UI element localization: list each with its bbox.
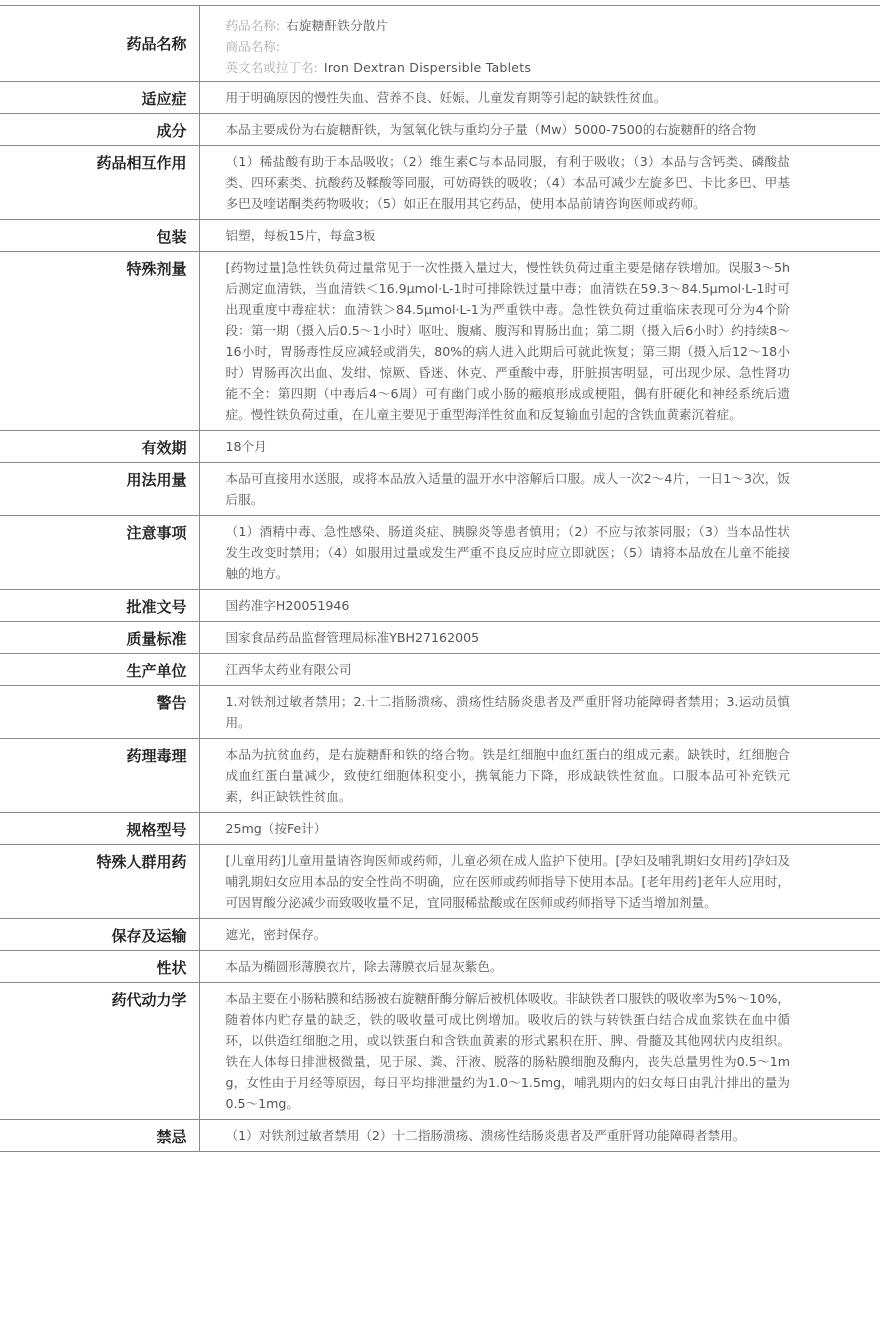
label-precautions: 注意事项 (126, 524, 187, 542)
drug-info-table (0, 5, 880, 1152)
value-usage: 本品可直接用水送服，或将本品放入适量的温开水中溶解后口服。成人一次2～4片，一日1～3次，饭后服。 (225, 471, 790, 507)
value-standard: 国家食品药品监督管理局标准YBH27162005 (225, 630, 480, 645)
value-manufacturer: 江西华太药业有限公司 (225, 662, 352, 677)
value-pharmacology: 本品为抗贫血药，是右旋糖酐和铁的络合物。铁是红细胞中血红蛋白的组成元素。缺铁时，红细胞合成血红蛋白量减少，致使红细胞体积变小，携氧能力下降，形成缺铁性贫血。口服本品可补充铁元素，纠正缺铁性贫血。 (225, 747, 790, 804)
row-contraindications (0, 1120, 880, 1152)
value-pharmacokinetics: 本品主要在小肠粘膜和结肠被右旋糖酐酶分解后被机体吸收。非缺铁者口服铁的吸收率为5%～10%，随着体内贮存量的缺乏，铁的吸收量可成比例增加。吸收后的铁与转铁蛋白结合成血浆铁在血中循环，以供造红细胞之用，或以铁蛋白和含铁血黄素的形式累积在肝、脾、骨髓及其他网状内皮组织。铁在人体每日排泄极微量，见于尿、粪、汗液、脱落的肠粘膜细胞及酶内，丧失总量男性为0.5～1mg，女性由于月经等原因，每日平均排泄量约为1.0～1.5mg，哺乳期内的妇女每日由乳汁排出的量为0.5～1mg。 (225, 991, 790, 1111)
value-spec: 25mg（按Fe计） (225, 821, 327, 836)
value-overdose: [药物过量]急性铁负荷过量常见于一次性摄入量过大，慢性铁负荷过重主要是储存铁增加。误服3～5h后测定血清铁，当血清铁＜16.9μmol·L-1时可排除铁过量中毒；血清铁在59.3～84.5μmol·L-1时可出现重度中毒症状：血清铁＞84.5μmol·L-1为严重铁中毒。急性铁负荷过重临床表现可分为4个阶段：第一期（摄入后0.5～1小时）呕吐、腹痛、腹泻和胃肠出血；第二期（摄入后6小时）约持续8～16小时，胃肠毒性反应减轻或消失，80%的病人进入此期后可就此恢复；第三期（摄入后12～18小时）胃肠再次出血、发绀、惊厥、昏迷、休克、严重酸中毒，肝脏损害明显，可出现少尿、急性肾功能不全：第四期（中毒后4～6周）可有幽门或小肠的瘢痕形成或梗阻，偶有肝硬化和神经系统后遗症。慢性铁负荷过重，在儿童主要见于重型海洋性贫血和反复输血引起的含铁血黄素沉着症。 (225, 260, 790, 422)
label-indication: 适应症 (141, 90, 187, 108)
row-indication (0, 82, 880, 114)
row-manufacturer (0, 654, 880, 686)
label-drug-name: 药品名称 (126, 35, 187, 53)
label-usage: 用法用量 (126, 471, 187, 489)
row-spec (0, 813, 880, 845)
label-pharmacokinetics: 药代动力学 (111, 991, 187, 1009)
row-warning (0, 686, 880, 739)
row-overdose (0, 252, 880, 431)
english-name-value: Iron Dextran Dispersible Tablets (323, 60, 532, 75)
label-storage: 保存及运输 (111, 927, 187, 945)
label-contraindications: 禁忌 (156, 1128, 187, 1146)
generic-name-value: 右旋糖酐铁分散片 (286, 18, 389, 33)
english-name-key: 英文名或拉丁名: (225, 60, 318, 75)
generic-name-key: 药品名称: (225, 18, 281, 33)
row-precautions (0, 516, 880, 590)
label-warning: 警告 (156, 694, 187, 712)
value-special-groups: [儿童用药]儿童用量请咨询医师或药师，儿童必须在成人监护下使用。[孕妇及哺乳期妇女用药]孕妇及哺乳期妇女应用本品的安全性尚不明确，应在医师或药师指导下使用本品。[老年用药]老年人应用时，可因胃酸分泌减少而致吸收量不足，宜同服稀盐酸或在医师或药师指导下适当增加剂量。 (225, 853, 790, 910)
english-name-line (226, 57, 791, 78)
trade-name-line (226, 36, 791, 57)
row-approval (0, 590, 880, 622)
row-ingredients (0, 114, 880, 146)
value-storage: 遮光，密封保存。 (225, 927, 327, 942)
value-warning: 1.对铁剂过敏者禁用；2.十二指肠溃疡、溃疡性结肠炎患者及严重肝肾功能障碍者禁用；3.运动员慎用。 (225, 694, 790, 730)
trade-name-key: 商品名称: (225, 39, 281, 54)
value-ingredients: 本品主要成份为右旋糖酐铁，为氢氧化铁与重均分子量（Mw）5000-7500的右旋糖酐的络合物 (225, 122, 757, 137)
value-indication: 用于明确原因的慢性失血、营养不良、妊娠、儿童发育期等引起的缺铁性贫血。 (225, 90, 667, 105)
row-usage (0, 463, 880, 516)
label-interactions: 药品相互作用 (96, 154, 187, 172)
value-validity: 18个月 (225, 439, 267, 454)
row-standard (0, 622, 880, 654)
value-approval: 国药准字H20051946 (225, 598, 350, 613)
label-approval: 批准文号 (126, 598, 187, 616)
row-package (0, 220, 880, 252)
label-validity: 有效期 (141, 439, 187, 457)
row-pharmacology (0, 739, 880, 813)
row-interactions (0, 146, 880, 220)
label-overdose: 特殊剂量 (126, 260, 187, 278)
value-package: 铝塑，每板15片，每盒3板 (225, 228, 376, 243)
row-validity (0, 431, 880, 463)
label-manufacturer: 生产单位 (126, 662, 187, 680)
row-appearance (0, 951, 880, 983)
label-standard: 质量标准 (126, 630, 187, 648)
row-drug-name (0, 6, 880, 82)
label-ingredients: 成分 (156, 122, 187, 140)
label-special-groups: 特殊人群用药 (96, 853, 187, 871)
generic-name-line (226, 15, 791, 36)
label-spec: 规格型号 (126, 821, 187, 839)
value-contraindications: （1）对铁剂过敏者禁用（2）十二指肠溃疡、溃疡性结肠炎患者及严重肝肾功能障碍者禁用。 (225, 1128, 746, 1143)
row-special-groups (0, 845, 880, 919)
row-pharmacokinetics (0, 983, 880, 1120)
value-precautions: （1）酒精中毒、急性感染、肠道炎症、胰腺炎等患者慎用；（2）不应与浓茶同服；（3）当本品性状发生改变时禁用；（4）如服用过量或发生严重不良反应时应立即就医；（5）请将本品放在儿童不能接触的地方。 (225, 524, 790, 581)
label-pharmacology: 药理毒理 (126, 747, 187, 765)
value-interactions: （1）稀盐酸有助于本品吸收；（2）维生素C与本品同服，有利于吸收；（3）本品与含钙类、磷酸盐类、四环素类、抗酸药及鞣酸等同服，可妨碍铁的吸收；（4）本品可减少左旋多巴、卡比多巴、甲基多巴及喹诺酮类药物吸收；（5）如正在服用其它药品，使用本品前请咨询医师或药师。 (225, 154, 790, 211)
value-appearance: 本品为椭圆形薄膜衣片，除去薄膜衣后显灰紫色。 (225, 959, 503, 974)
label-package: 包装 (156, 228, 187, 246)
row-storage (0, 919, 880, 951)
label-appearance: 性状 (156, 959, 187, 977)
